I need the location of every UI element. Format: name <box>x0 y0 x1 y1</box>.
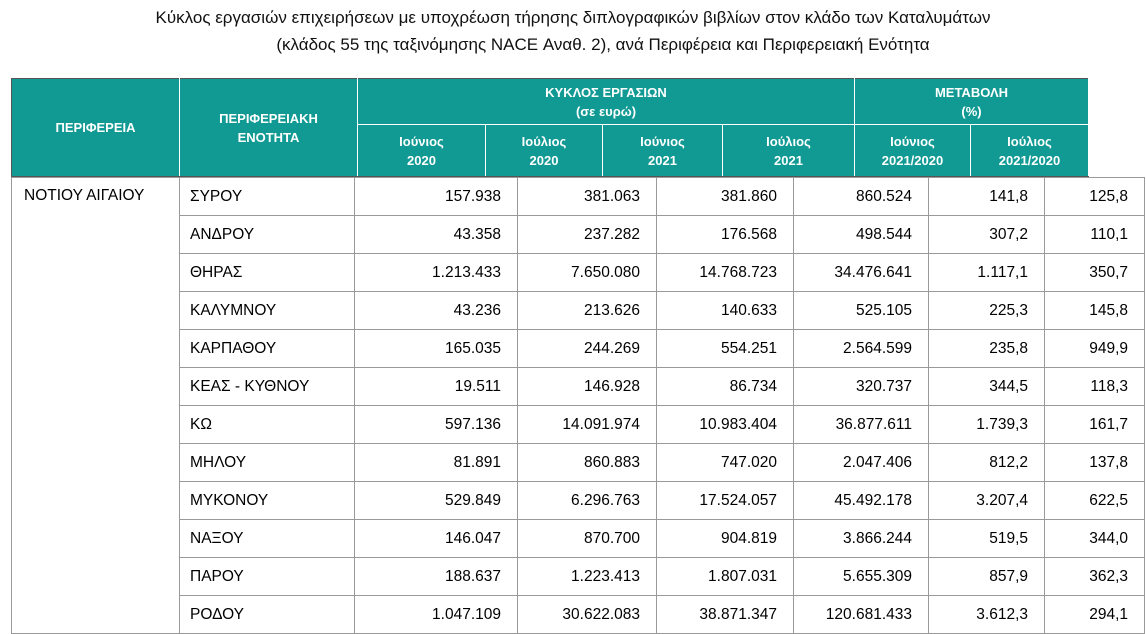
value-cell: 137,8 <box>1045 444 1145 482</box>
unit-cell: ΜΥΚΟΝΟΥ <box>180 482 355 520</box>
header-change <box>855 79 1089 125</box>
value-cell: 1.807.031 <box>657 558 794 596</box>
value-cell: 529.849 <box>355 482 518 520</box>
header-col-year: 2021/2020 <box>881 152 944 168</box>
table-row <box>12 444 1145 482</box>
value-cell: 213.626 <box>518 292 657 330</box>
region-cell: ΝΟΤΙΟΥ ΑΙΓΑΙΟΥ <box>12 178 180 634</box>
header-col-year: 2020 <box>529 152 559 168</box>
value-cell: 86.734 <box>657 368 794 406</box>
value-cell: 1.739,3 <box>929 406 1045 444</box>
value-cell: 3.612,3 <box>929 596 1045 634</box>
value-cell: 38.871.347 <box>657 596 794 634</box>
unit-cell: ΡΟΔΟΥ <box>180 596 355 634</box>
value-cell: 36.877.611 <box>794 406 929 444</box>
header-col-label: Ιούλιος <box>1007 133 1052 149</box>
header-col-year: 2021 <box>648 152 677 168</box>
table-row <box>12 216 1145 254</box>
value-cell: 857,9 <box>929 558 1045 596</box>
table-row <box>12 254 1145 292</box>
value-cell: 45.492.178 <box>794 482 929 520</box>
header-col-year: 2021 <box>774 152 803 168</box>
unit-cell: ΚΕΑΣ - ΚΥΘΝΟΥ <box>180 368 355 406</box>
value-cell: 519,5 <box>929 520 1045 558</box>
value-cell: 161,7 <box>1045 406 1145 444</box>
value-cell: 812,2 <box>929 444 1045 482</box>
value-cell: 146.047 <box>355 520 518 558</box>
value-cell: 43.236 <box>355 292 518 330</box>
value-cell: 188.637 <box>355 558 518 596</box>
table-row <box>12 558 1145 596</box>
header-col-jul-2020 <box>486 125 603 177</box>
value-cell: 81.891 <box>355 444 518 482</box>
title-line-2: (κλάδος 55 της ταξινόμησης NACE Αναθ. 2), ανά Περιφέρεια και Περιφερειακή Ενότητα <box>276 35 930 54</box>
title-line-1: Κύκλος εργασιών επιχειρήσεων με υποχρέωση τήρησης διπλογραφικών βιβλίων στον κλάδο των Καταλυμάτων <box>155 8 991 27</box>
value-cell: 344,5 <box>929 368 1045 406</box>
value-cell: 146.928 <box>518 368 657 406</box>
unit-cell: ΘΗΡΑΣ <box>180 254 355 292</box>
value-cell: 110,1 <box>1045 216 1145 254</box>
value-cell: 525.105 <box>794 292 929 330</box>
value-cell: 1.047.109 <box>355 596 518 634</box>
unit-cell: ΚΩ <box>180 406 355 444</box>
value-cell: 14.768.723 <box>657 254 794 292</box>
value-cell: 5.655.309 <box>794 558 929 596</box>
header-col-jun-2020 <box>358 125 486 177</box>
value-cell: 597.136 <box>355 406 518 444</box>
header-col-jul-2021 <box>723 125 855 177</box>
value-cell: 904.819 <box>657 520 794 558</box>
header-col-label: Ιούλιος <box>766 133 811 149</box>
header-col-jun-change <box>855 125 971 177</box>
value-cell: 6.296.763 <box>518 482 657 520</box>
value-cell: 294,1 <box>1045 596 1145 634</box>
value-cell: 747.020 <box>657 444 794 482</box>
value-cell: 3.866.244 <box>794 520 929 558</box>
unit-cell: ΣΥΡΟΥ <box>180 178 355 216</box>
value-cell: 622,5 <box>1045 482 1145 520</box>
header-turnover <box>358 79 855 125</box>
value-cell: 145,8 <box>1045 292 1145 330</box>
value-cell: 10.983.404 <box>657 406 794 444</box>
value-cell: 225,3 <box>929 292 1045 330</box>
header-change-line1: ΜΕΤΑΒΟΛΗ <box>934 84 1009 100</box>
header-col-label: Ιούνιος <box>399 133 444 149</box>
value-cell: 120.681.433 <box>794 596 929 634</box>
value-cell: 118,3 <box>1045 368 1145 406</box>
unit-cell: ΜΗΛΟΥ <box>180 444 355 482</box>
value-cell: 17.524.057 <box>657 482 794 520</box>
table-row <box>12 520 1145 558</box>
value-cell: 141,8 <box>929 178 1045 216</box>
header-col-year: 2021/2020 <box>998 152 1061 168</box>
unit-cell: ΝΑΞΟΥ <box>180 520 355 558</box>
header-region: ΠΕΡΙΦΕΡΕΙΑ <box>12 79 180 177</box>
unit-cell: ΚΑΡΠΑΘΟΥ <box>180 330 355 368</box>
header-col-label: Ιούλιος <box>521 133 567 149</box>
value-cell: 307,2 <box>929 216 1045 254</box>
header-col-year: 2020 <box>407 152 436 168</box>
header-unit-line1: ΠΕΡΙΦΕΡΕΙΑΚΗ <box>219 111 318 126</box>
header-turnover-line2: (σε ευρώ) <box>575 103 637 119</box>
value-cell: 34.476.641 <box>794 254 929 292</box>
header-change-line2: (%) <box>961 103 982 119</box>
header-unit <box>180 79 358 177</box>
value-cell: 237.282 <box>518 216 657 254</box>
value-cell: 244.269 <box>518 330 657 368</box>
value-cell: 43.358 <box>355 216 518 254</box>
value-cell: 1.223.413 <box>518 558 657 596</box>
value-cell: 350,7 <box>1045 254 1145 292</box>
header-unit-line2: ΕΝΟΤΗΤΑ <box>237 130 300 145</box>
value-cell: 14.091.974 <box>518 406 657 444</box>
table-row <box>12 292 1145 330</box>
unit-cell: ΚΑΛΥΜΝΟΥ <box>180 292 355 330</box>
value-cell: 2.564.599 <box>794 330 929 368</box>
value-cell: 140.633 <box>657 292 794 330</box>
value-cell: 1.117,1 <box>929 254 1045 292</box>
header-col-jul-change <box>971 125 1089 177</box>
value-cell: 362,3 <box>1045 558 1145 596</box>
value-cell: 860.524 <box>794 178 929 216</box>
header-col-label: Ιούνιος <box>890 133 935 149</box>
value-cell: 235,8 <box>929 330 1045 368</box>
value-cell: 554.251 <box>657 330 794 368</box>
header-table <box>11 78 1089 177</box>
value-cell: 30.622.083 <box>518 596 657 634</box>
header-col-label: Ιούνιος <box>640 133 685 149</box>
value-cell: 157.938 <box>355 178 518 216</box>
value-cell: 176.568 <box>657 216 794 254</box>
header-col-jun-2021 <box>603 125 723 177</box>
table-row <box>12 482 1145 520</box>
table-row <box>12 596 1145 634</box>
value-cell: 320.737 <box>794 368 929 406</box>
table-title <box>0 4 1146 58</box>
table-row <box>12 178 1145 216</box>
value-cell: 7.650.080 <box>518 254 657 292</box>
value-cell: 344,0 <box>1045 520 1145 558</box>
value-cell: 125,8 <box>1045 178 1145 216</box>
value-cell: 870.700 <box>518 520 657 558</box>
value-cell: 498.544 <box>794 216 929 254</box>
value-cell: 1.213.433 <box>355 254 518 292</box>
value-cell: 381.860 <box>657 178 794 216</box>
unit-cell: ΠΑΡΟΥ <box>180 558 355 596</box>
value-cell: 19.511 <box>355 368 518 406</box>
value-cell: 381.063 <box>518 178 657 216</box>
value-cell: 3.207,4 <box>929 482 1045 520</box>
value-cell: 860.883 <box>518 444 657 482</box>
value-cell: 2.047.406 <box>794 444 929 482</box>
table-row <box>12 368 1145 406</box>
table-row <box>12 330 1145 368</box>
value-cell: 165.035 <box>355 330 518 368</box>
header-turnover-line1: ΚΥΚΛΟΣ ΕΡΓΑΣΙΩΝ <box>545 84 667 100</box>
data-table <box>11 177 1145 634</box>
value-cell: 949,9 <box>1045 330 1145 368</box>
unit-cell: ΑΝΔΡΟΥ <box>180 216 355 254</box>
table-row <box>12 406 1145 444</box>
